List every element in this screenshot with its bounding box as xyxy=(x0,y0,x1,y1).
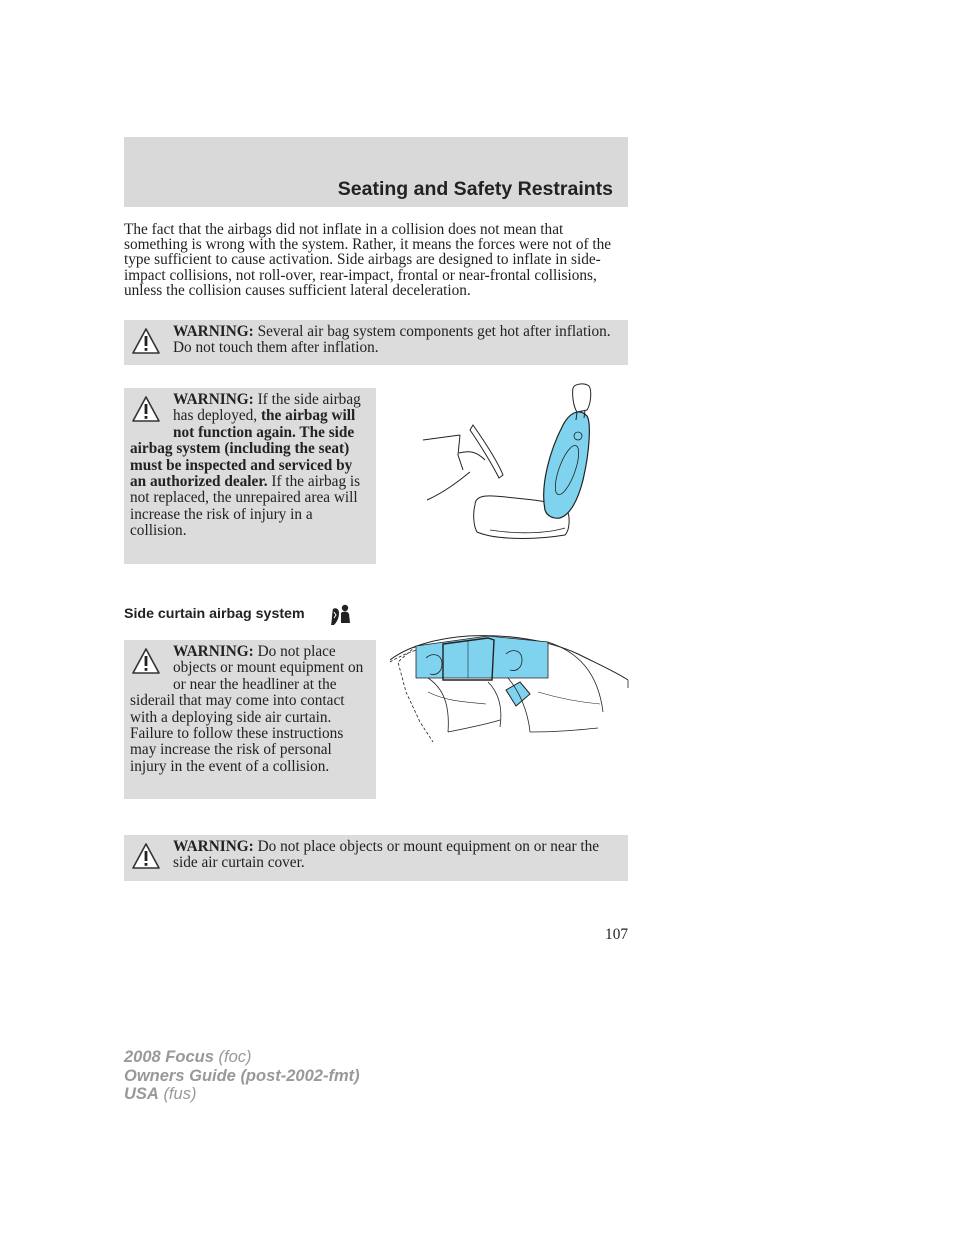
warning-box-hot-components xyxy=(124,320,628,365)
page-title: Seating and Safety Restraints xyxy=(337,178,613,200)
warning-text: WARNING: Do not place objects or mount equipment on or near the side air curtain cover. xyxy=(173,838,600,872)
side-curtain-airbag-illustration xyxy=(388,632,630,747)
warning-label: WARNING: xyxy=(173,838,254,855)
warning-triangle-icon xyxy=(131,842,161,870)
warning-label: WARNING: xyxy=(173,643,254,660)
warning-triangle-icon xyxy=(131,327,161,355)
document-footer: 2008 Focus (foc) Owners Guide (post-2002-fmt) USA (fus) xyxy=(124,1048,360,1104)
warning-label: WARNING: xyxy=(173,323,254,340)
warning-text: WARNING: Do not place objects or mount equipment on or near the headliner at the siderail that may come into contact with a deploying side air curtain. Failure to follow these instructions may increase the risk of personal injury in the event of a collision. xyxy=(130,643,364,775)
warning-box-air-curtain-cover xyxy=(124,835,628,881)
warning-box-headliner xyxy=(124,640,376,799)
intro-paragraph: The fact that the airbags did not inflate in a collision does not mean that something is wrong with the system. Rather, it means the forces were not of the type sufficient to cause activation. Side airbags are designed to inflate in side-impact collisions, not roll-over, rear-impact, frontal or near-frontal collisions, unless the collision causes sufficient lateral deceleration. xyxy=(124,221,612,299)
section-header-band xyxy=(124,137,628,207)
warning-text: WARNING: If the side airbag has deployed, the airbag will not function again. The side airbag system (including the seat) must be inspected and serviced by an authorized dealer. If the airbag is not replaced, the unrepaired area will increase the risk of injury in a collision. xyxy=(130,391,361,540)
warning-text: WARNING: Several air bag system components get hot after inflation. Do not touch them after inflation. xyxy=(173,323,611,357)
section-heading: Side curtain airbag system xyxy=(124,606,305,622)
warning-box-side-airbag-deployed xyxy=(124,388,376,564)
side-airbag-occupant-icon xyxy=(329,603,355,627)
page-number: 107 xyxy=(605,926,628,943)
side-airbag-seat-illustration xyxy=(415,380,625,545)
warning-label: WARNING: xyxy=(173,391,254,408)
